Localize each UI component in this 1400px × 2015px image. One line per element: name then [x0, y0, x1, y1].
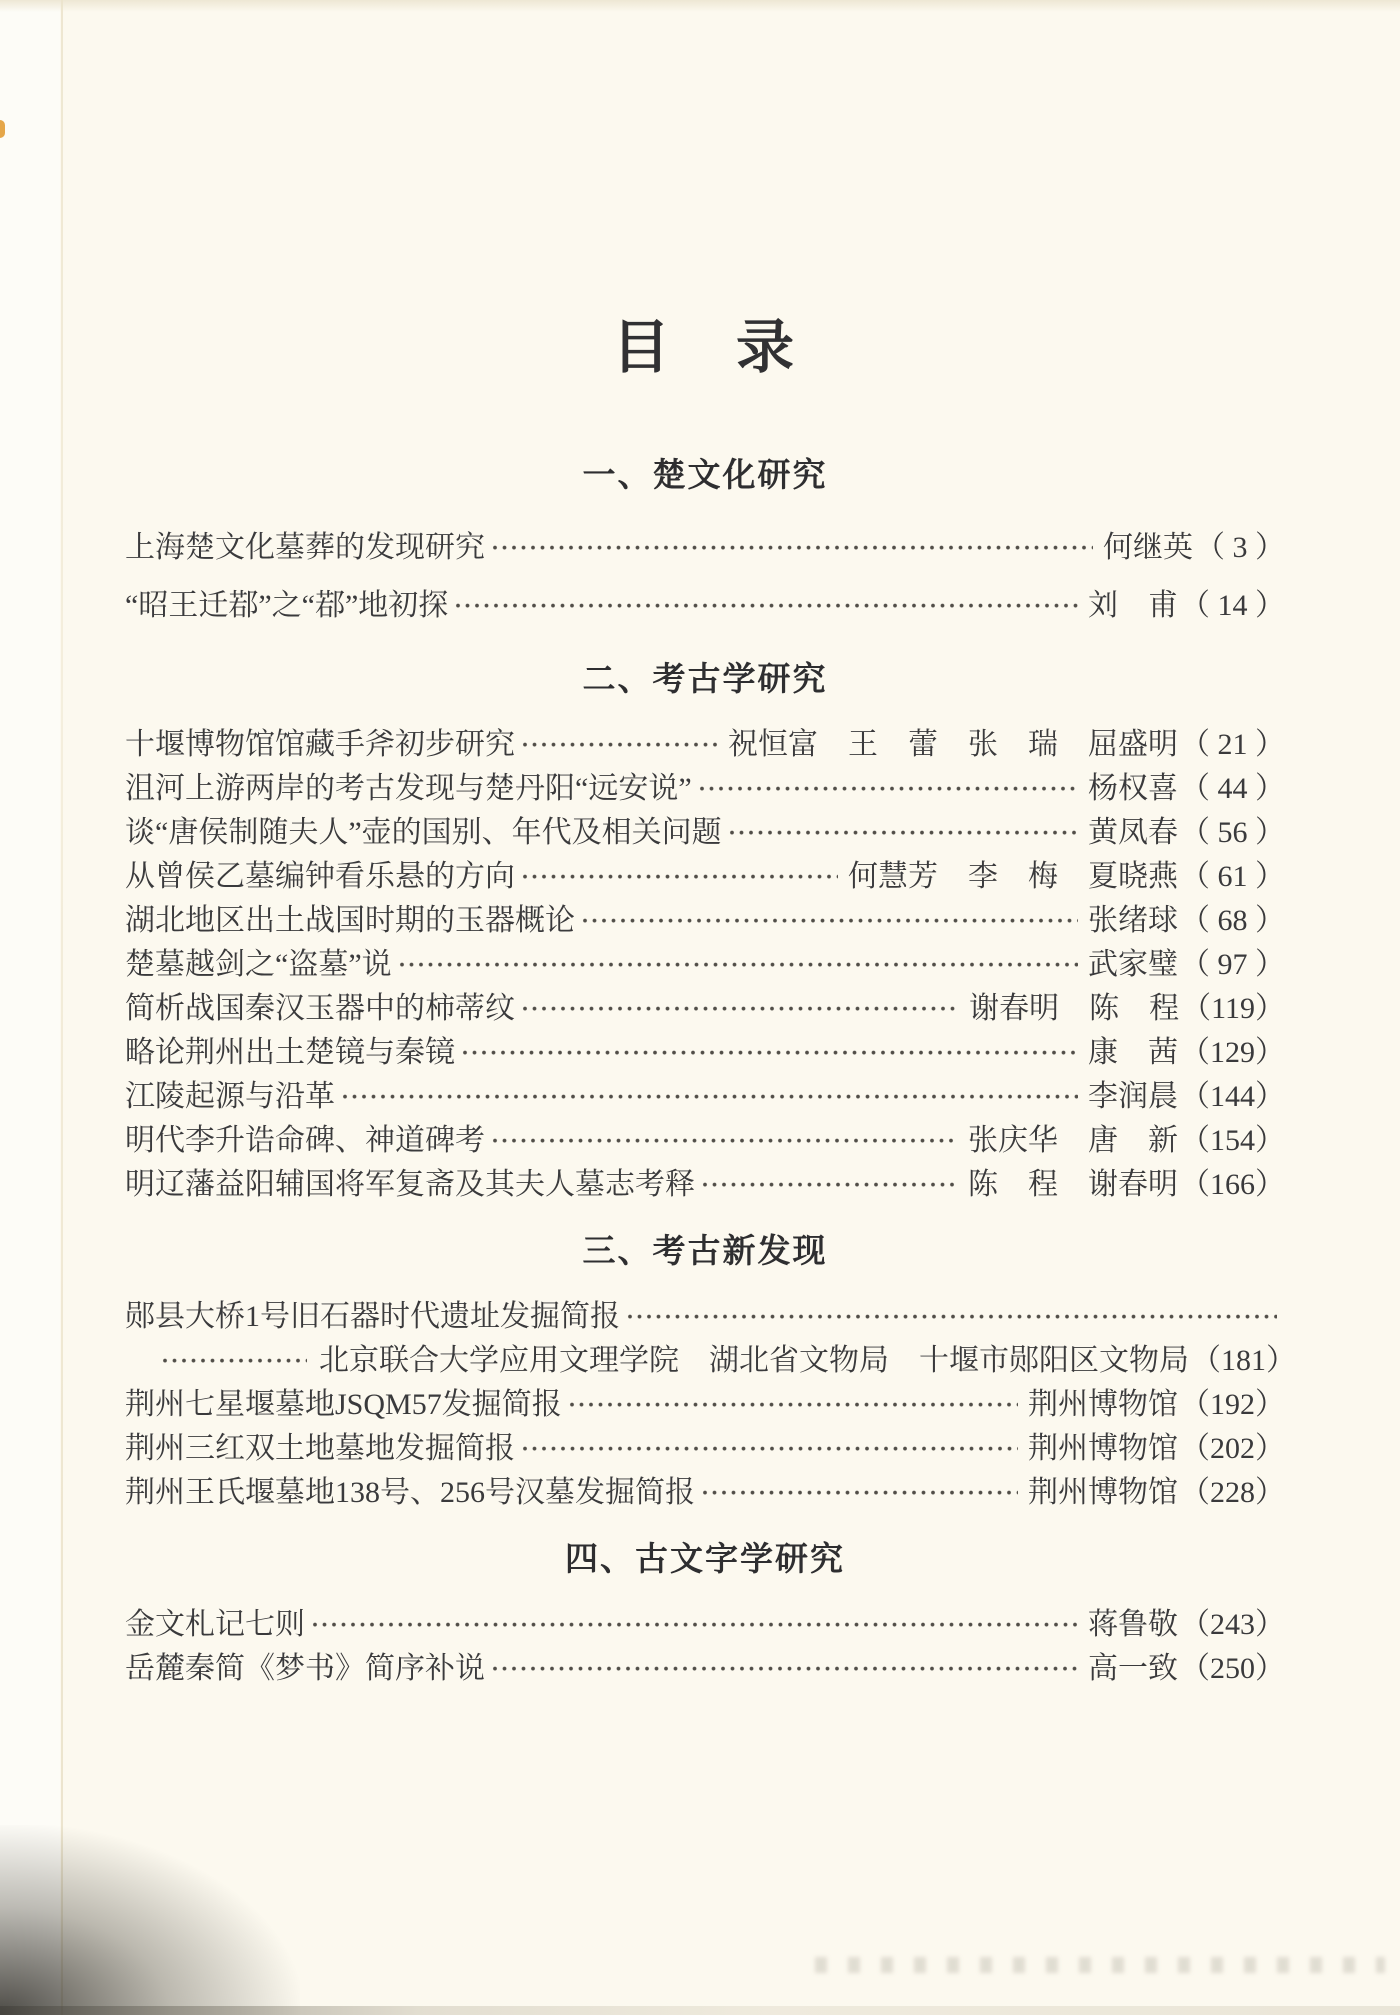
entry-byline: 何继英: [1103, 530, 1193, 564]
dot-leader: [398, 946, 1078, 976]
toc-entry: [125, 1599, 1285, 1643]
entry-title: 荆州三红双土地墓地发掘简报: [125, 1431, 515, 1465]
dot-leader: [728, 814, 1078, 844]
dot-leader: [341, 1078, 1078, 1108]
toc-entry: [125, 895, 1285, 939]
toc-entry: [125, 1071, 1285, 1115]
entry-title: 十堰博物馆馆藏手斧初步研究: [125, 727, 515, 761]
dot-leader: [521, 1430, 1018, 1460]
scan-crease-line: [61, 0, 63, 2015]
entry-page-number: （144）: [1180, 1079, 1285, 1113]
entry-byline: 高一致: [1088, 1651, 1178, 1685]
toc-entry: [125, 939, 1285, 983]
toc-entry-continuation: [125, 1335, 1296, 1379]
toc-entry: [125, 1423, 1285, 1467]
entry-title: 上海楚文化墓葬的发现研究: [125, 530, 485, 564]
entry-title: 金文札记七则: [125, 1607, 305, 1641]
dot-leader: [568, 1386, 1018, 1416]
toc-entry: [125, 807, 1285, 851]
toc-entry: [125, 1027, 1285, 1071]
page-title: 目 录: [611, 315, 798, 380]
entry-page-number: （ 61 ）: [1180, 859, 1285, 893]
toc-section: [125, 1231, 1296, 1511]
entry-byline: 张绪球: [1088, 903, 1178, 937]
entry-byline: 何慧芳 李 梅 夏晓燕: [848, 859, 1178, 893]
scan-bottom-edge: [0, 2006, 1400, 2015]
toc-section: [125, 1539, 1285, 1687]
toc-entry: [125, 983, 1285, 1027]
toc-entry: [125, 763, 1285, 807]
entry-byline: 张庆华 唐 新: [968, 1123, 1178, 1157]
entry-title: 明代李升诰命碑、神道碑考: [125, 1123, 485, 1157]
entry-title: 荆州王氏堰墓地138号、256号汉墓发掘简报: [125, 1475, 695, 1509]
entry-page-number: （192）: [1180, 1387, 1285, 1421]
toc: [125, 455, 1296, 1687]
section-heading: 四、古文字学研究: [565, 1539, 845, 1577]
dot-leader: [311, 1606, 1078, 1636]
toc-entry: [125, 851, 1285, 895]
entry-page-number: （ 56 ）: [1180, 815, 1285, 849]
dot-leader: [491, 1122, 958, 1152]
toc-entry: [125, 1159, 1285, 1203]
entry-byline: 蒋鲁敬: [1088, 1607, 1178, 1641]
entry-byline: 陈 程 谢春明: [968, 1167, 1178, 1201]
entry-byline: 荆州博物馆: [1028, 1387, 1178, 1421]
toc-entry: [125, 719, 1285, 763]
entry-page-number: （ 44 ）: [1180, 771, 1285, 805]
entry-page-number: （ 21 ）: [1180, 727, 1285, 761]
entry-title: “昭王迁鄀”之“鄀”地初探: [125, 588, 449, 622]
section-heading: 三、考古新发现: [582, 1231, 828, 1269]
entry-byline: 刘 甫: [1088, 588, 1178, 622]
toc-content: [125, 312, 1296, 1687]
entry-page-number: （250）: [1180, 1651, 1285, 1685]
entry-page-number: （154）: [1180, 1123, 1285, 1157]
entry-title: 略论荆州出土楚镜与秦镜: [125, 1035, 455, 1069]
entry-byline: 黄凤春: [1088, 815, 1178, 849]
dot-leader: [521, 990, 959, 1020]
entry-byline: 荆州博物馆: [1028, 1431, 1178, 1465]
toc-entry: [125, 1115, 1285, 1159]
entry-title: 谈“唐侯制随夫人”壶的国别、年代及相关问题: [125, 815, 722, 849]
dot-leader: [701, 1166, 958, 1196]
dot-leader: [491, 529, 1093, 559]
toc-entry: [125, 515, 1285, 573]
toc-entry: [125, 573, 1285, 631]
entry-page-number: （ 3 ）: [1195, 530, 1285, 564]
dot-leader: [521, 726, 718, 756]
entry-page-number: （243）: [1180, 1607, 1285, 1641]
showthrough-artifact: [815, 1957, 1385, 1973]
dot-leader: [581, 902, 1078, 932]
entry-byline: 祝恒富 王 蕾 张 瑞 屈盛明: [728, 727, 1178, 761]
entry-page-number: （ 14 ）: [1180, 588, 1285, 622]
toc-entry: [125, 1643, 1285, 1687]
entry-byline: 武家璧: [1088, 947, 1178, 981]
entry-title: 明辽藩益阳辅国将军复斋及其夫人墓志考释: [125, 1167, 695, 1201]
entry-byline: 北京联合大学应用文理学院 湖北省文物局 十堰市郧阳区文物局: [319, 1343, 1189, 1377]
entry-page-number: （ 97 ）: [1180, 947, 1285, 981]
entry-byline: 杨权喜: [1088, 771, 1178, 805]
entry-byline: 荆州博物馆: [1028, 1475, 1178, 1509]
dot-leader: [161, 1342, 307, 1372]
entry-title: 荆州七星堰墓地JSQM57发掘简报: [125, 1387, 562, 1421]
entry-page-number: （119）: [1181, 991, 1285, 1025]
dot-leader: [491, 1650, 1078, 1680]
entry-title: 郧县大桥1号旧石器时代遗址发掘简报: [125, 1299, 620, 1333]
entry-title: 从曾侯乙墓编钟看乐悬的方向: [125, 859, 515, 893]
dot-leader: [454, 587, 1078, 617]
entry-page-number: （202）: [1180, 1431, 1285, 1465]
entry-byline: 康 茜: [1088, 1035, 1178, 1069]
entry-page-number: （228）: [1180, 1475, 1285, 1509]
entry-title: 岳麓秦简《梦书》简序补说: [125, 1651, 485, 1685]
entry-page-number: （ 68 ）: [1180, 903, 1285, 937]
section-heading: 一、楚文化研究: [582, 455, 828, 493]
entry-byline: 谢春明 陈 程: [969, 991, 1180, 1025]
toc-entry: [125, 1467, 1285, 1511]
scan-orange-fleck: [0, 120, 5, 138]
entry-page-number: （181）: [1191, 1343, 1296, 1377]
entry-title: 简析战国秦汉玉器中的柿蒂纹: [125, 991, 515, 1025]
dot-leader: [521, 858, 838, 888]
dot-leader: [701, 1474, 1018, 1504]
entry-byline: 李润晨: [1088, 1079, 1178, 1113]
toc-entry: [125, 1291, 1285, 1335]
dot-leader: [698, 770, 1078, 800]
scan-top-edge: [0, 0, 1400, 12]
entry-title: 江陵起源与沿革: [125, 1079, 335, 1113]
entry-title: 楚墓越剑之“盗墓”说: [125, 947, 392, 981]
dot-leader: [626, 1298, 1277, 1328]
toc-entry: [125, 1379, 1285, 1423]
scan-corner-shadow: [0, 1825, 300, 2015]
section-heading: 二、考古学研究: [582, 659, 828, 697]
toc-section: [125, 659, 1285, 1203]
toc-section: [125, 455, 1285, 631]
scan-left-margin: [0, 0, 60, 2015]
entry-page-number: （166）: [1180, 1167, 1285, 1201]
entry-page-number: （129）: [1180, 1035, 1285, 1069]
entry-title: 沮河上游两岸的考古发现与楚丹阳“远安说”: [125, 771, 692, 805]
entry-title: 湖北地区出土战国时期的玉器概论: [125, 903, 575, 937]
dot-leader: [461, 1034, 1078, 1064]
